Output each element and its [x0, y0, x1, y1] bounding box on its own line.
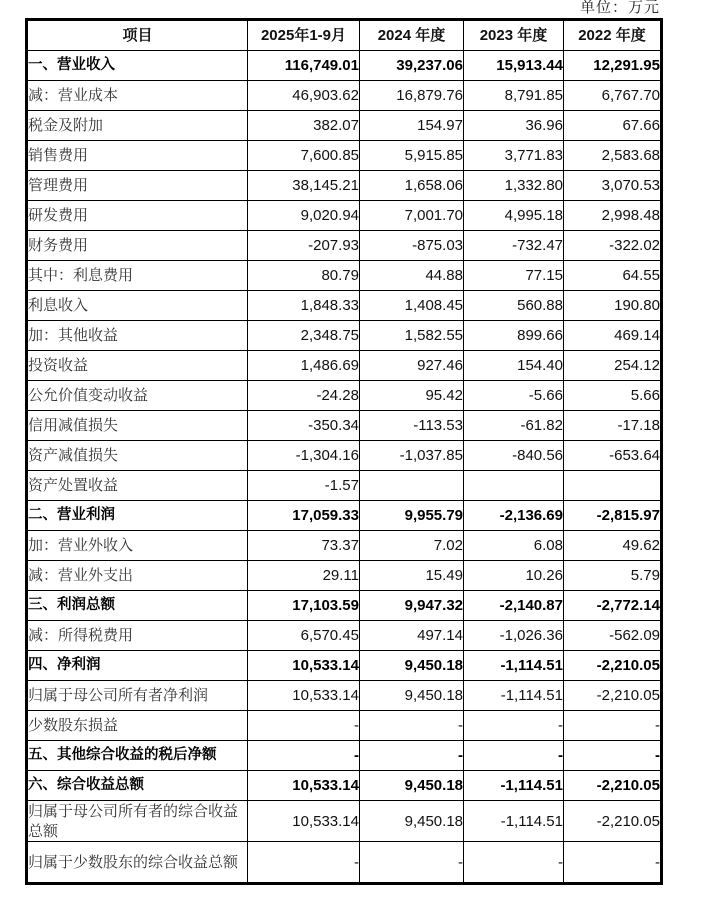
row-value: -840.56 [464, 441, 564, 471]
row-value: - [248, 711, 360, 741]
row-value: -562.09 [564, 621, 662, 651]
row-value: 154.97 [360, 111, 464, 141]
table-header-row [27, 20, 662, 51]
row-value: 9,450.18 [360, 681, 464, 711]
row-value: 10,533.14 [248, 771, 360, 801]
table-row [27, 561, 662, 591]
table-row [27, 111, 662, 141]
row-value: -1,026.36 [464, 621, 564, 651]
row-value: 95.42 [360, 381, 464, 411]
row-label: 减：所得税费用 [27, 621, 248, 651]
row-value: - [360, 741, 464, 771]
row-value: - [464, 741, 564, 771]
row-value: 44.88 [360, 261, 464, 291]
row-label: 归属于母公司所有者净利润 [27, 681, 248, 711]
row-label: 公允价值变动收益 [27, 381, 248, 411]
table-row [27, 471, 662, 501]
table-row [27, 741, 662, 771]
row-value: 3,070.53 [564, 171, 662, 201]
row-value: 469.14 [564, 321, 662, 351]
row-value: - [248, 741, 360, 771]
row-value: 1,848.33 [248, 291, 360, 321]
row-value: 15.49 [360, 561, 464, 591]
row-value: 73.37 [248, 531, 360, 561]
row-value: -2,210.05 [564, 651, 662, 681]
row-value: 1,332.80 [464, 171, 564, 201]
row-value: -350.34 [248, 411, 360, 441]
row-value: 6,570.45 [248, 621, 360, 651]
table-row [27, 81, 662, 111]
column-header-item: 项目 [27, 20, 248, 51]
row-value: -1,114.51 [464, 681, 564, 711]
row-value: -1,114.51 [464, 801, 564, 842]
row-label: 五、其他综合收益的税后净额 [27, 741, 248, 771]
row-value: 1,658.06 [360, 171, 464, 201]
row-label: 一、营业收入 [27, 51, 248, 81]
table-row [27, 411, 662, 441]
row-value [564, 471, 662, 501]
row-value [360, 471, 464, 501]
row-value: -24.28 [248, 381, 360, 411]
row-value: 7,001.70 [360, 201, 464, 231]
table-row [27, 231, 662, 261]
row-label: 少数股东损益 [27, 711, 248, 741]
row-value: 39,237.06 [360, 51, 464, 81]
row-value: -2,210.05 [564, 801, 662, 842]
row-label: 其中：利息费用 [27, 261, 248, 291]
row-value: -113.53 [360, 411, 464, 441]
row-value: 29.11 [248, 561, 360, 591]
row-value: -1,114.51 [464, 651, 564, 681]
row-label: 加：其他收益 [27, 321, 248, 351]
row-value: - [360, 842, 464, 884]
table-row [27, 171, 662, 201]
row-value: 15,913.44 [464, 51, 564, 81]
row-value: 5.79 [564, 561, 662, 591]
row-value: 9,450.18 [360, 771, 464, 801]
row-value: - [464, 842, 564, 884]
table-body [27, 51, 662, 884]
row-value: 2,583.68 [564, 141, 662, 171]
row-value: - [564, 741, 662, 771]
table-row [27, 141, 662, 171]
row-value: -17.18 [564, 411, 662, 441]
row-value: 9,020.94 [248, 201, 360, 231]
table-row [27, 531, 662, 561]
row-value: 190.80 [564, 291, 662, 321]
row-value: 2,998.48 [564, 201, 662, 231]
table-row [27, 621, 662, 651]
column-header-2022: 2022 年度 [564, 20, 662, 51]
table-row [27, 651, 662, 681]
row-value: 49.62 [564, 531, 662, 561]
row-value: 927.46 [360, 351, 464, 381]
row-value: 7,600.85 [248, 141, 360, 171]
row-value: -2,815.97 [564, 501, 662, 531]
table-row [27, 321, 662, 351]
row-value: 10,533.14 [248, 651, 360, 681]
row-value: 9,955.79 [360, 501, 464, 531]
table-row [27, 771, 662, 801]
row-value: - [248, 842, 360, 884]
table-row [27, 351, 662, 381]
row-value: -2,772.14 [564, 591, 662, 621]
table-row [27, 681, 662, 711]
table-row [27, 441, 662, 471]
table-row [27, 291, 662, 321]
row-value: 9,450.18 [360, 651, 464, 681]
row-value: 38,145.21 [248, 171, 360, 201]
row-value: -732.47 [464, 231, 564, 261]
row-value: 9,947.32 [360, 591, 464, 621]
column-header-2025q3: 2025年1-9月 [248, 20, 360, 51]
row-value: 10,533.14 [248, 801, 360, 842]
row-value: -322.02 [564, 231, 662, 261]
table-row [27, 801, 662, 842]
column-header-2024: 2024 年度 [360, 20, 464, 51]
row-label: 利息收入 [27, 291, 248, 321]
row-label: 税金及附加 [27, 111, 248, 141]
row-value [464, 471, 564, 501]
row-label: 减：营业外支出 [27, 561, 248, 591]
row-label: 管理费用 [27, 171, 248, 201]
row-value: 2,348.75 [248, 321, 360, 351]
row-value: 10,533.14 [248, 681, 360, 711]
row-value: 116,749.01 [248, 51, 360, 81]
row-label: 归属于母公司所有者的综合收益总额 [27, 801, 248, 842]
row-value: 154.40 [464, 351, 564, 381]
row-label: 归属于少数股东的综合收益总额 [27, 842, 248, 884]
row-value: 80.79 [248, 261, 360, 291]
row-value: -1,114.51 [464, 771, 564, 801]
row-value: - [564, 842, 662, 884]
row-label: 资产减值损失 [27, 441, 248, 471]
row-label: 销售费用 [27, 141, 248, 171]
row-value: 5.66 [564, 381, 662, 411]
row-value: -1,037.85 [360, 441, 464, 471]
row-value: 1,486.69 [248, 351, 360, 381]
row-value: -653.64 [564, 441, 662, 471]
row-value: 1,408.45 [360, 291, 464, 321]
row-value: -875.03 [360, 231, 464, 261]
row-value: 46,903.62 [248, 81, 360, 111]
table-row [27, 261, 662, 291]
row-value: 7.02 [360, 531, 464, 561]
row-value: -61.82 [464, 411, 564, 441]
row-value: 12,291.95 [564, 51, 662, 81]
table-row [27, 501, 662, 531]
row-label: 加：营业外收入 [27, 531, 248, 561]
row-value: -1,304.16 [248, 441, 360, 471]
row-label: 投资收益 [27, 351, 248, 381]
row-value: 560.88 [464, 291, 564, 321]
row-label: 资产处置收益 [27, 471, 248, 501]
row-label: 二、营业利润 [27, 501, 248, 531]
row-value: 8,791.85 [464, 81, 564, 111]
row-value: 3,771.83 [464, 141, 564, 171]
row-value: 6.08 [464, 531, 564, 561]
row-value: 16,879.76 [360, 81, 464, 111]
row-label: 信用减值损失 [27, 411, 248, 441]
table-row [27, 591, 662, 621]
row-value: -2,210.05 [564, 681, 662, 711]
row-label: 六、综合收益总额 [27, 771, 248, 801]
row-value: 77.15 [464, 261, 564, 291]
row-value: -5.66 [464, 381, 564, 411]
row-value: - [360, 711, 464, 741]
row-value: -2,210.05 [564, 771, 662, 801]
row-label: 减：营业成本 [27, 81, 248, 111]
row-value: 497.14 [360, 621, 464, 651]
row-value: 254.12 [564, 351, 662, 381]
row-label: 财务费用 [27, 231, 248, 261]
row-value: 10.26 [464, 561, 564, 591]
row-value: - [464, 711, 564, 741]
row-value: 67.66 [564, 111, 662, 141]
table-row [27, 51, 662, 81]
row-value: -1.57 [248, 471, 360, 501]
row-label: 三、利润总额 [27, 591, 248, 621]
row-value: 899.66 [464, 321, 564, 351]
table-row [27, 381, 662, 411]
row-value: 36.96 [464, 111, 564, 141]
row-value: -2,140.87 [464, 591, 564, 621]
income-statement-table [25, 18, 663, 885]
unit-label: 单位：万元 [580, 0, 661, 16]
table-row [27, 842, 662, 884]
row-value: -2,136.69 [464, 501, 564, 531]
row-value: 382.07 [248, 111, 360, 141]
row-value: -207.93 [248, 231, 360, 261]
row-value: - [564, 711, 662, 741]
row-value: 5,915.85 [360, 141, 464, 171]
row-value: 4,995.18 [464, 201, 564, 231]
table-row [27, 711, 662, 741]
column-header-2023: 2023 年度 [464, 20, 564, 51]
row-value: 6,767.70 [564, 81, 662, 111]
row-value: 17,059.33 [248, 501, 360, 531]
row-value: 1,582.55 [360, 321, 464, 351]
row-value: 9,450.18 [360, 801, 464, 842]
row-value: 17,103.59 [248, 591, 360, 621]
row-label: 四、净利润 [27, 651, 248, 681]
table-row [27, 201, 662, 231]
row-value: 64.55 [564, 261, 662, 291]
row-label: 研发费用 [27, 201, 248, 231]
